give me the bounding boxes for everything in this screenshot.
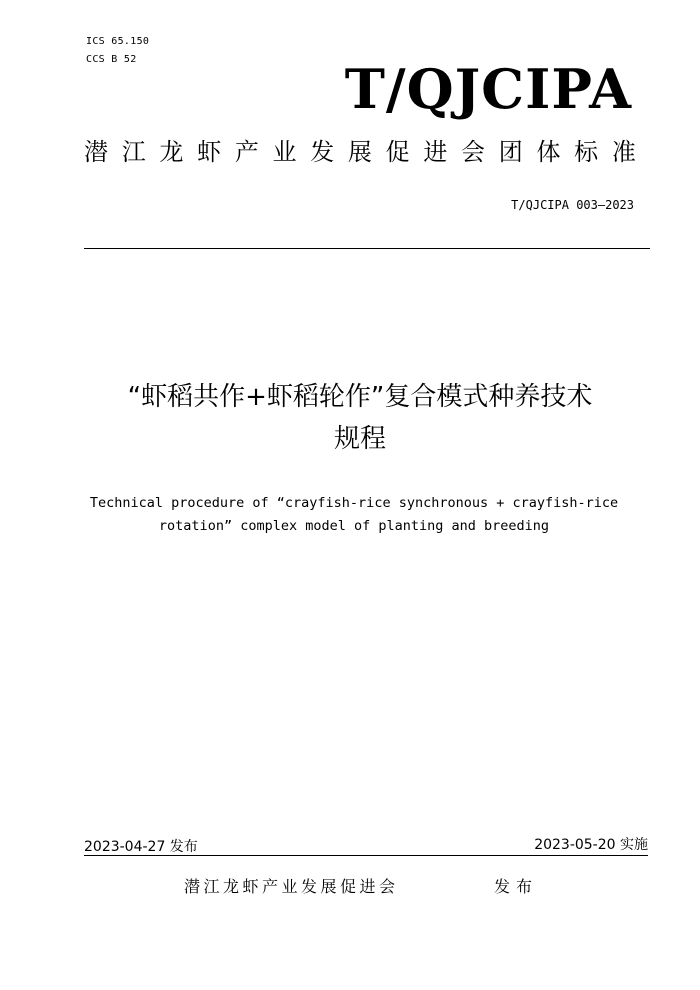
title-char: 业 [272, 138, 297, 166]
title-en-line-1: Technical procedure of “crayfish-rice synchronous + crayfish-rice [89, 495, 619, 511]
document-title-chinese [60, 376, 660, 460]
title-char: 发 [310, 138, 335, 166]
issue-label: 发布 [494, 877, 539, 896]
title-char: 促 [385, 138, 410, 166]
title-char: 龙 [159, 138, 184, 166]
title-char: 虾 [197, 138, 222, 166]
title-char: 会 [461, 138, 486, 166]
title-char: 展 [347, 138, 372, 166]
bottom-divider [84, 855, 648, 856]
standard-logo: T/QJCIPA [344, 57, 632, 121]
title-cn-line-2: 规程 [333, 424, 386, 454]
title-cn-line-1: “虾稻共作+虾稻轮作”复合模式种养技术 [127, 382, 593, 412]
title-char: 标 [574, 138, 599, 166]
title-char: 体 [536, 138, 561, 166]
document-title-english [40, 492, 668, 538]
ics-code: ICS 65.150 [86, 36, 150, 47]
title-char: 潜 [84, 138, 108, 166]
title-en-line-2: rotation” complex model of planting and breeding [158, 518, 550, 534]
title-char: 产 [234, 138, 259, 166]
standard-number: T/QJCIPA 003—2023 [511, 198, 634, 212]
title-char: 江 [121, 138, 146, 166]
organization-standard-title [84, 134, 636, 170]
title-char: 团 [498, 138, 523, 166]
issue-date: 2023-04-27 发布 [84, 839, 198, 855]
implementation-date: 2023-05-20 实施 [534, 837, 648, 853]
top-divider [84, 248, 650, 249]
ccs-code: CCS B 52 [86, 54, 137, 65]
issuing-organization: 潜江龙虾产业发展促进会 [184, 877, 399, 896]
title-char: 准 [611, 138, 636, 166]
title-char: 进 [423, 138, 448, 166]
